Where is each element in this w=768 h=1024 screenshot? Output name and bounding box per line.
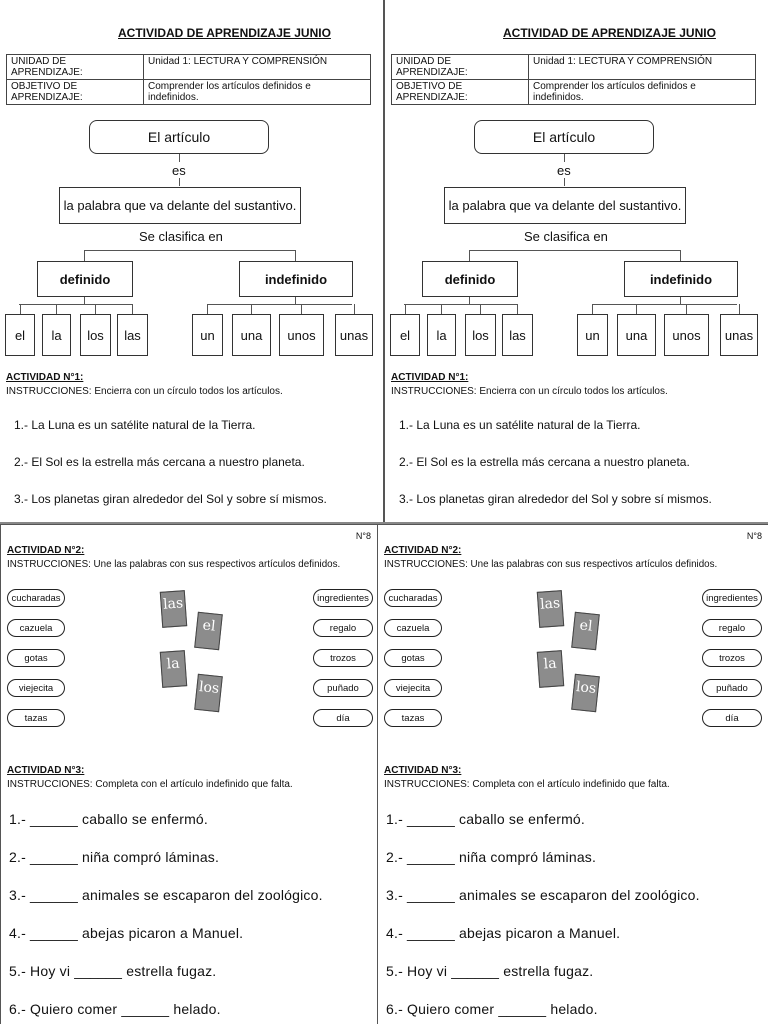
- connector: [95, 304, 96, 314]
- connector: [517, 304, 518, 314]
- connector: [354, 304, 355, 314]
- word-pill: cucharadas: [7, 589, 65, 607]
- connector: [592, 304, 593, 314]
- connector: [441, 304, 442, 314]
- act3-heading: ACTIVIDAD N°3:: [384, 765, 462, 776]
- unidad-label: UNIDAD DE APRENDIZAJE:: [392, 55, 529, 80]
- definido-item: los: [80, 314, 111, 356]
- connector: [680, 297, 681, 304]
- connector: [469, 250, 681, 251]
- indefinido-item: unas: [335, 314, 373, 356]
- page-number: N°8: [355, 531, 371, 541]
- diagram-link-clasifica: Se clasifica en: [139, 229, 223, 244]
- word-pill: cucharadas: [384, 589, 442, 607]
- definido-item: la: [427, 314, 456, 356]
- worksheet-bottom-left: [0, 524, 378, 1024]
- connector: [680, 250, 681, 261]
- worksheet-top-right: [384, 0, 768, 522]
- connector: [564, 178, 565, 186]
- article-card: la: [160, 650, 187, 688]
- definido-item: el: [390, 314, 420, 356]
- objetivo-label: OBJETIVO DE APRENDIZAJE:: [392, 80, 529, 105]
- act3-sentence: 2.- ______ niña compró láminas.: [386, 849, 597, 865]
- diagram-link-es: es: [557, 163, 571, 178]
- act2-heading: ACTIVIDAD N°2:: [384, 545, 462, 556]
- diagram-indefinido: indefinido: [239, 261, 353, 297]
- unidad-value: Unidad 1: LECTURA Y COMPRENSIÓN: [144, 55, 371, 80]
- act1-heading: ACTIVIDAD N°1:: [6, 372, 84, 383]
- worksheet-bottom-right: [378, 524, 768, 1024]
- word-pill: viejecita: [7, 679, 65, 697]
- connector: [251, 304, 252, 314]
- word-pill: trozos: [702, 649, 762, 667]
- act3-sentence: 4.- ______ abejas picaron a Manuel.: [9, 925, 244, 941]
- act1-sentence: 3.- Los planetas giran alrededor del Sol y sobre sí mismos.: [14, 492, 327, 506]
- act1-sentence: 1.- La Luna es un satélite natural de la Tierra.: [14, 418, 256, 432]
- connector: [469, 250, 470, 261]
- connector: [564, 154, 565, 162]
- article-card: el: [194, 612, 223, 650]
- word-pill: día: [702, 709, 762, 727]
- diagram-definition: la palabra que va delante del sustantivo.: [59, 187, 301, 224]
- word-pill: ingredientes: [702, 589, 762, 607]
- article-card: las: [537, 590, 564, 628]
- act2-instructions: INSTRUCCIONES: Une las palabras con sus respectivos artículos definidos.: [7, 559, 341, 570]
- diagram-root: El artículo: [89, 120, 269, 154]
- unidad-value: Unidad 1: LECTURA Y COMPRENSIÓN: [529, 55, 756, 80]
- connector: [301, 304, 302, 314]
- definido-item: la: [42, 314, 71, 356]
- word-pill: trozos: [313, 649, 373, 667]
- page-number: N°8: [746, 531, 762, 541]
- connector: [20, 304, 21, 314]
- indefinido-item: unos: [279, 314, 324, 356]
- act3-heading: ACTIVIDAD N°3:: [7, 765, 85, 776]
- connector: [179, 154, 180, 162]
- act1-sentence: 3.- Los planetas giran alrededor del Sol y sobre sí mismos.: [399, 492, 712, 506]
- act1-instructions: INSTRUCCIONES: Encierra con un círculo todos los artículos.: [391, 386, 668, 397]
- definido-item: las: [502, 314, 533, 356]
- diagram-link-clasifica: Se clasifica en: [524, 229, 608, 244]
- connector: [56, 304, 57, 314]
- act3-sentence: 5.- Hoy vi ______ estrella fugaz.: [9, 963, 217, 979]
- connector: [295, 297, 296, 304]
- act3-instructions: INSTRUCCIONES: Completa con el artículo indefinido que falta.: [7, 779, 293, 790]
- connector: [686, 304, 687, 314]
- act3-sentence: 1.- ______ caballo se enfermó.: [386, 811, 586, 827]
- word-pill: cazuela: [7, 619, 65, 637]
- word-pill: cazuela: [384, 619, 442, 637]
- connector: [84, 250, 296, 251]
- indefinido-item: unas: [720, 314, 758, 356]
- indefinido-item: un: [192, 314, 223, 356]
- act1-sentence: 2.- El Sol es la estrella más cercana a nuestro planeta.: [399, 455, 690, 469]
- connector: [739, 304, 740, 314]
- connector: [207, 304, 208, 314]
- diagram-definido: definido: [422, 261, 518, 297]
- info-table: [391, 54, 756, 105]
- word-pill: puñado: [702, 679, 762, 697]
- connector: [84, 250, 85, 261]
- connector: [295, 250, 296, 261]
- connector: [132, 304, 133, 314]
- word-pill: tazas: [7, 709, 65, 727]
- info-table: [6, 54, 371, 105]
- connector: [207, 304, 352, 305]
- word-pill: regalo: [702, 619, 762, 637]
- diagram-indefinido: indefinido: [624, 261, 738, 297]
- connector: [592, 304, 737, 305]
- connector: [84, 297, 85, 304]
- article-card: la: [537, 650, 564, 688]
- diagram-definition: la palabra que va delante del sustantivo.: [444, 187, 686, 224]
- worksheet-title: ACTIVIDAD DE APRENDIZAJE JUNIO: [118, 26, 331, 40]
- indefinido-item: una: [232, 314, 271, 356]
- indefinido-item: unos: [664, 314, 709, 356]
- connector: [469, 297, 470, 304]
- act3-sentence: 6.- Quiero comer ______ helado.: [386, 1001, 598, 1017]
- act3-sentence: 2.- ______ niña compró láminas.: [9, 849, 220, 865]
- word-pill: ingredientes: [313, 589, 373, 607]
- objetivo-value: Comprender los artículos definidos e indefinidos.: [144, 80, 371, 105]
- act2-heading: ACTIVIDAD N°2:: [7, 545, 85, 556]
- connector: [636, 304, 637, 314]
- worksheet-top-left: [0, 0, 384, 522]
- connector: [404, 304, 517, 305]
- word-pill: gotas: [384, 649, 442, 667]
- act3-sentence: 4.- ______ abejas picaron a Manuel.: [386, 925, 621, 941]
- act1-sentence: 1.- La Luna es un satélite natural de la Tierra.: [399, 418, 641, 432]
- connector: [179, 178, 180, 186]
- word-pill: puñado: [313, 679, 373, 697]
- connector: [19, 304, 132, 305]
- word-pill: regalo: [313, 619, 373, 637]
- connector: [405, 304, 406, 314]
- act1-instructions: INSTRUCCIONES: Encierra con un círculo todos los artículos.: [6, 386, 283, 397]
- diagram-root: El artículo: [474, 120, 654, 154]
- article-card: el: [571, 612, 600, 650]
- act1-heading: ACTIVIDAD N°1:: [391, 372, 469, 383]
- article-card: los: [194, 674, 223, 712]
- word-pill: día: [313, 709, 373, 727]
- definido-item: los: [465, 314, 496, 356]
- diagram-definido: definido: [37, 261, 133, 297]
- article-card: las: [160, 590, 187, 628]
- unidad-label: UNIDAD DE APRENDIZAJE:: [7, 55, 144, 80]
- worksheet-title: ACTIVIDAD DE APRENDIZAJE JUNIO: [503, 26, 716, 40]
- act3-sentence: 5.- Hoy vi ______ estrella fugaz.: [386, 963, 594, 979]
- definido-item: las: [117, 314, 148, 356]
- act3-sentence: 3.- ______ animales se escaparon del zoológico.: [9, 887, 323, 903]
- objetivo-label: OBJETIVO DE APRENDIZAJE:: [7, 80, 144, 105]
- act3-sentence: 6.- Quiero comer ______ helado.: [9, 1001, 221, 1017]
- act3-instructions: INSTRUCCIONES: Completa con el artículo indefinido que falta.: [384, 779, 670, 790]
- connector: [480, 304, 481, 314]
- act3-sentence: 1.- ______ caballo se enfermó.: [9, 811, 209, 827]
- article-card: los: [571, 674, 600, 712]
- diagram-link-es: es: [172, 163, 186, 178]
- act3-sentence: 3.- ______ animales se escaparon del zoológico.: [386, 887, 700, 903]
- word-pill: viejecita: [384, 679, 442, 697]
- word-pill: tazas: [384, 709, 442, 727]
- objetivo-value: Comprender los artículos definidos e indefinidos.: [529, 80, 756, 105]
- indefinido-item: un: [577, 314, 608, 356]
- definido-item: el: [5, 314, 35, 356]
- word-pill: gotas: [7, 649, 65, 667]
- act2-instructions: INSTRUCCIONES: Une las palabras con sus respectivos artículos definidos.: [384, 559, 718, 570]
- indefinido-item: una: [617, 314, 656, 356]
- act1-sentence: 2.- El Sol es la estrella más cercana a nuestro planeta.: [14, 455, 305, 469]
